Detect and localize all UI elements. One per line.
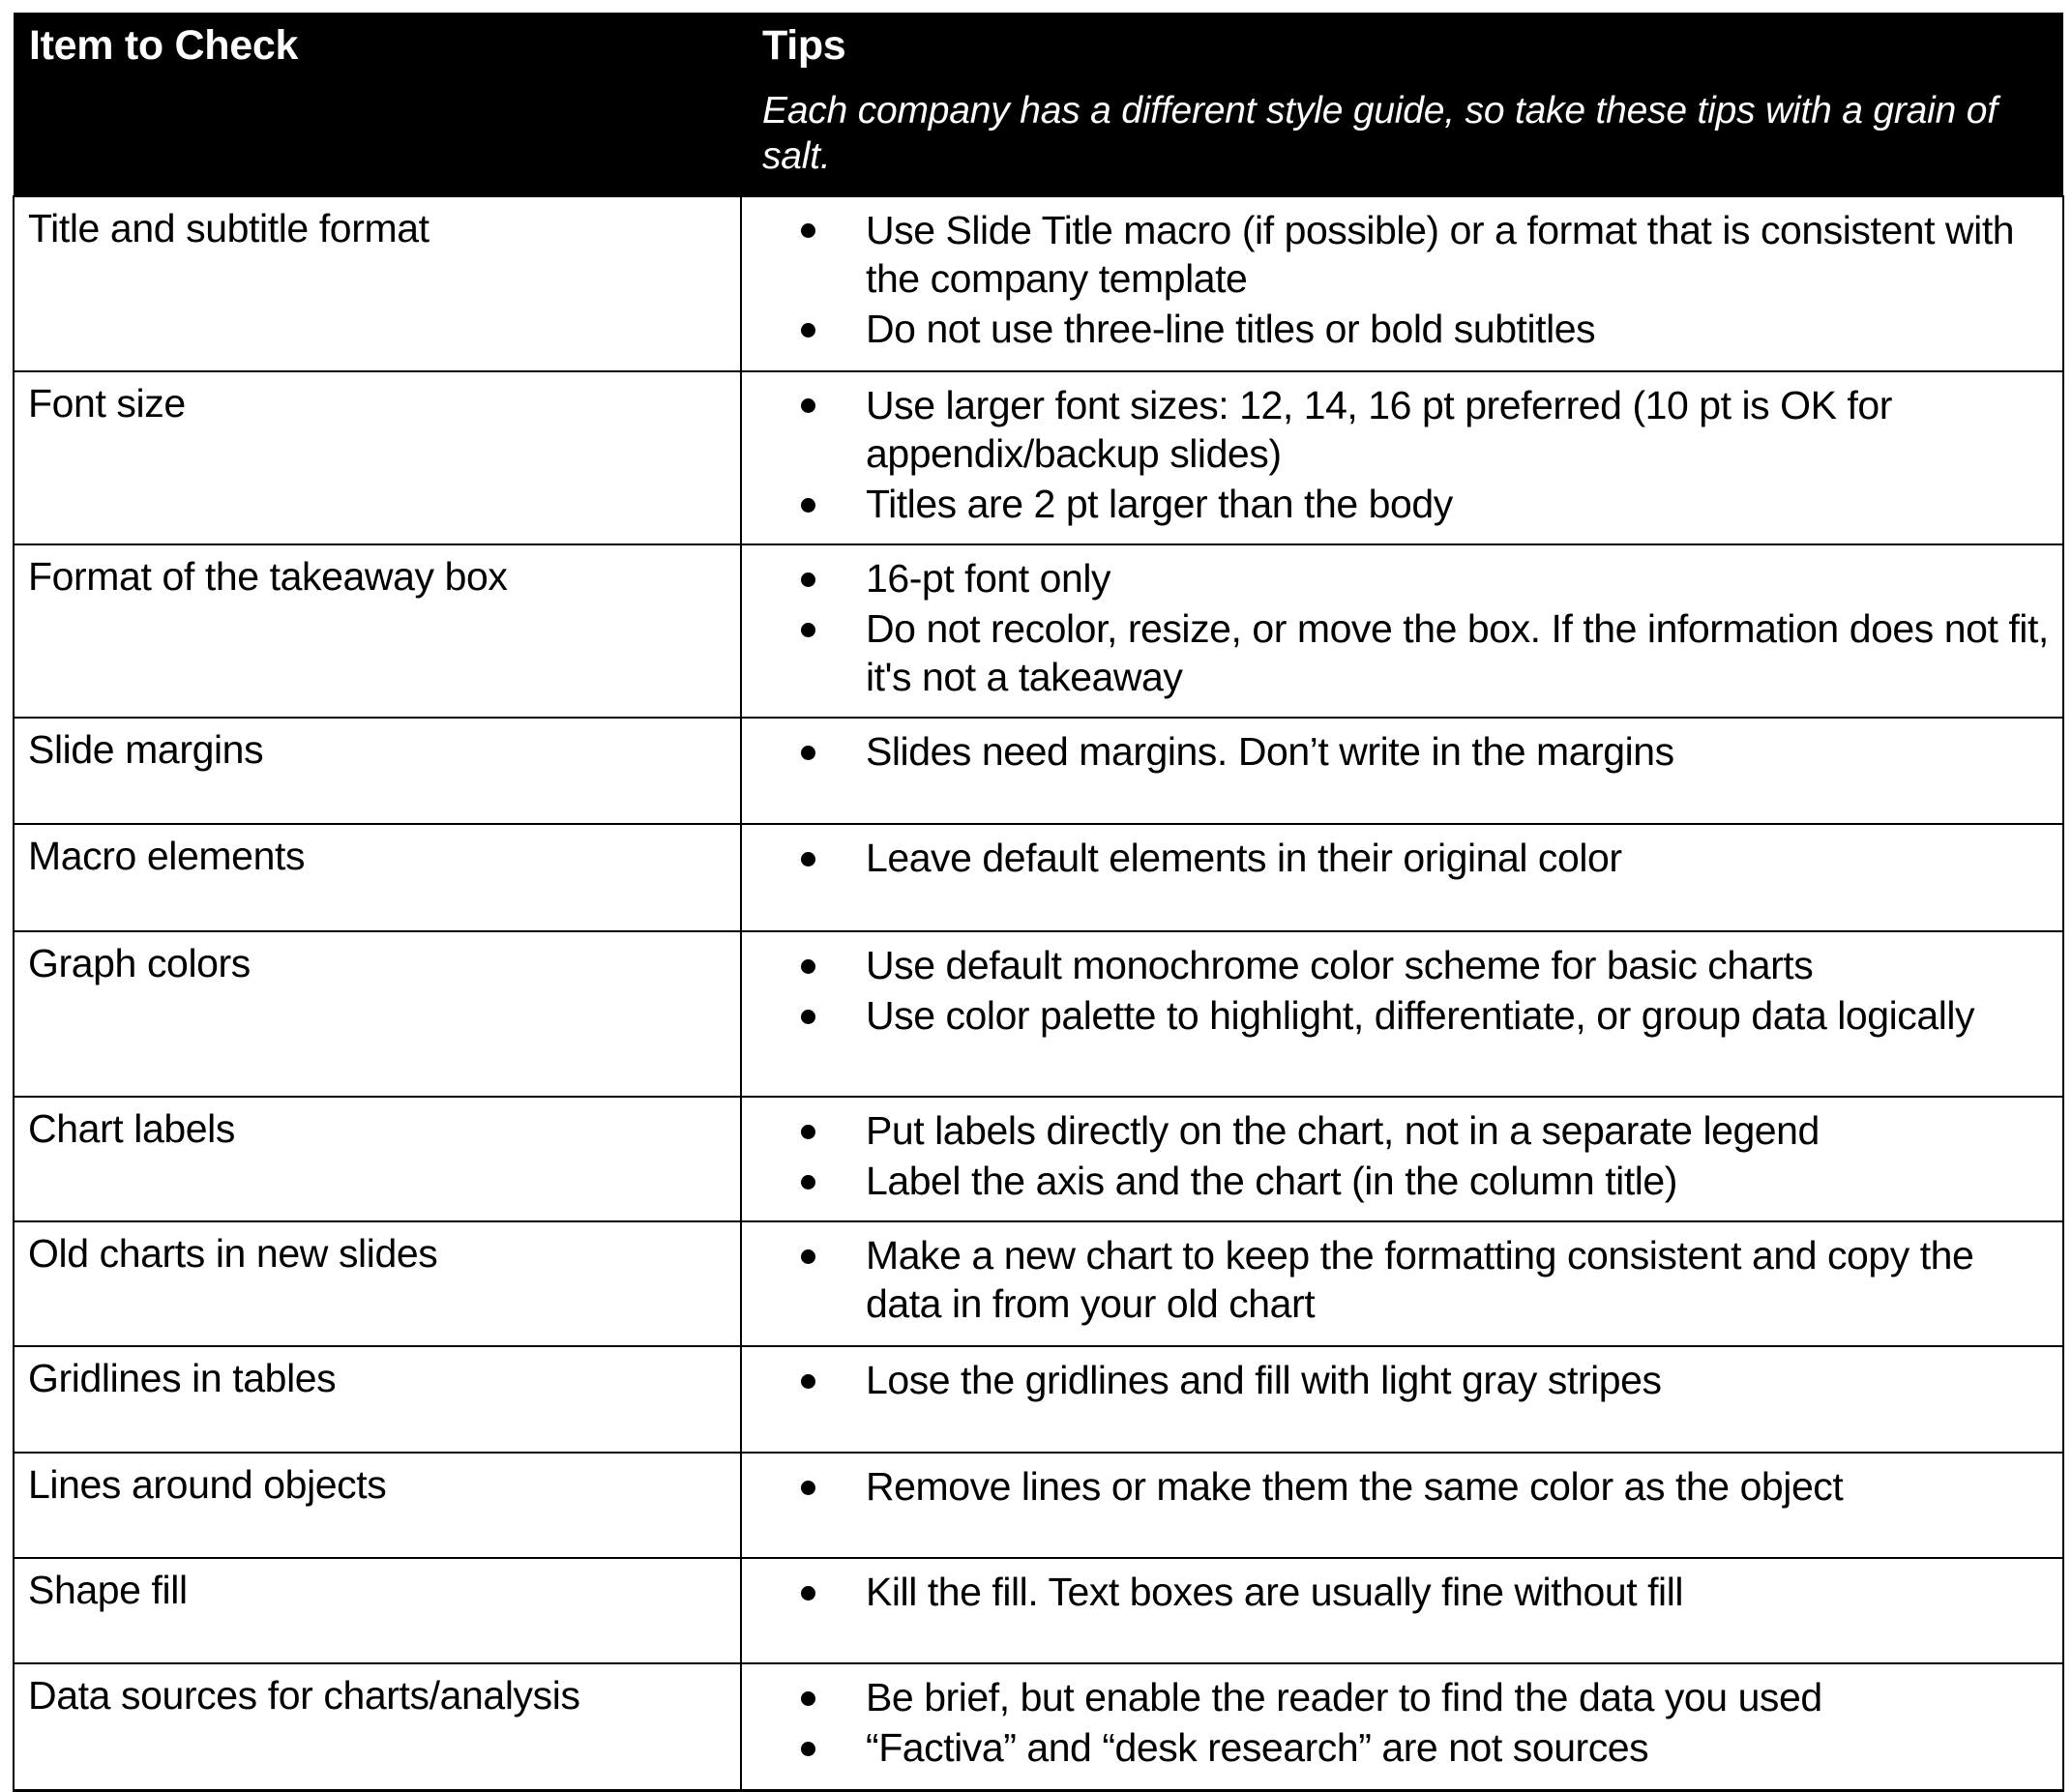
- tips-list: [742, 834, 2055, 882]
- table-row: [14, 1221, 2063, 1346]
- table-row: [14, 1097, 2063, 1221]
- tips-cell: [741, 1221, 2063, 1346]
- tip-text: Titles are 2 pt larger than the body: [866, 481, 1453, 526]
- tip-text: Use color palette to highlight, differentiate, or group data logically: [866, 992, 1975, 1038]
- column-header-tips-note: Each company has a different style guide, so take these tips with a grain of salt.: [762, 90, 1998, 177]
- table-row: [14, 824, 2063, 931]
- bullet-icon: [801, 1249, 815, 1264]
- item-cell: Old charts in new slides: [14, 1221, 741, 1346]
- item-cell: Format of the takeaway box: [14, 544, 741, 718]
- item-cell: Graph colors: [14, 931, 741, 1097]
- tips-cell: [741, 1558, 2063, 1663]
- tips-list: [742, 1568, 2055, 1616]
- tip-item: [742, 206, 2055, 303]
- tip-text: Lose the gridlines and fill with light gray stripes: [866, 1357, 1662, 1402]
- tips-list: [742, 727, 2055, 776]
- tip-text: “Factiva” and “desk research” are not sources: [866, 1724, 1649, 1770]
- table-row: [14, 931, 2063, 1097]
- tip-item: [742, 1568, 2055, 1616]
- bullet-icon: [801, 398, 815, 413]
- bullet-icon: [801, 746, 815, 760]
- tips-list: [742, 1462, 2055, 1511]
- bullet-icon: [801, 223, 815, 238]
- bullet-icon: [801, 1481, 815, 1495]
- item-cell: Title and subtitle format: [14, 196, 741, 371]
- item-cell: Macro elements: [14, 824, 741, 931]
- tips-cell: [741, 1453, 2063, 1558]
- bullet-icon: [801, 1742, 815, 1756]
- tip-text: Make a new chart to keep the formatting consistent and copy the data in from your old chart: [866, 1232, 1974, 1326]
- item-cell: Shape fill: [14, 1558, 741, 1663]
- table-row: [14, 718, 2063, 824]
- bullet-icon: [801, 1175, 815, 1190]
- column-header-tips: [741, 13, 2063, 196]
- tip-item: [742, 727, 2055, 776]
- tips-cell: [741, 1097, 2063, 1221]
- tips-cell: [741, 824, 2063, 931]
- tips-list: [742, 1356, 2055, 1404]
- tips-cell: [741, 544, 2063, 718]
- tips-list: [742, 206, 2055, 353]
- tips-cell: [741, 371, 2063, 544]
- bullet-icon: [801, 1586, 815, 1601]
- tip-item: [742, 554, 2055, 602]
- tips-list: [742, 1231, 2055, 1328]
- tip-item: [742, 941, 2055, 989]
- tip-text: 16-pt font only: [866, 555, 1111, 601]
- bullet-icon: [801, 852, 815, 867]
- bullet-icon: [801, 1374, 815, 1389]
- tip-text: Do not recolor, resize, or move the box. If the information does not fit, it's not a takeaway: [866, 605, 2049, 699]
- tip-item: [742, 1106, 2055, 1155]
- tip-text: Label the axis and the chart (in the column title): [866, 1158, 1677, 1203]
- tip-item: [742, 1462, 2055, 1511]
- item-cell: Slide margins: [14, 718, 741, 824]
- tip-text: Be brief, but enable the reader to find the data you used: [866, 1674, 1822, 1719]
- tip-text: Use Slide Title macro (if possible) or a format that is consistent with the company template: [866, 207, 2015, 301]
- tip-text: Do not use three-line titles or bold subtitles: [866, 306, 1596, 351]
- tip-item: [742, 1673, 2055, 1721]
- header-row: [14, 13, 2063, 196]
- tips-cell: [741, 1663, 2063, 1791]
- tip-text: Use larger font sizes: 12, 14, 16 pt preferred (10 pt is OK for appendix/backup slides): [866, 382, 1892, 476]
- table-row: [14, 196, 2063, 371]
- bullet-icon: [801, 1691, 815, 1706]
- table-row: [14, 1663, 2063, 1791]
- tips-cell: [741, 196, 2063, 371]
- tips-list: [742, 1673, 2055, 1772]
- tip-text: Use default monochrome color scheme for basic charts: [866, 942, 1814, 987]
- table-body: [14, 196, 2063, 1791]
- bullet-icon: [801, 959, 815, 974]
- item-cell: Gridlines in tables: [14, 1346, 741, 1453]
- tip-text: Leave default elements in their original color: [866, 835, 1622, 880]
- table-row: [14, 1346, 2063, 1453]
- tip-item: [742, 1356, 2055, 1404]
- bullet-icon: [801, 323, 815, 338]
- item-cell: Font size: [14, 371, 741, 544]
- tip-item: [742, 480, 2055, 528]
- tip-text: Remove lines or make them the same color as the object: [866, 1463, 1844, 1509]
- tips-list: [742, 381, 2055, 528]
- table-row: [14, 371, 2063, 544]
- item-cell: Lines around objects: [14, 1453, 741, 1558]
- column-header-item-to-check: Item to Check: [14, 13, 741, 196]
- tip-item: [742, 1157, 2055, 1205]
- tips-cell: [741, 931, 2063, 1097]
- tips-list: [742, 1106, 2055, 1205]
- table-row: [14, 544, 2063, 718]
- tip-item: [742, 381, 2055, 478]
- item-cell: Data sources for charts/analysis: [14, 1663, 741, 1791]
- tip-text: Slides need margins. Don’t write in the margins: [866, 728, 1674, 774]
- column-header-tips-title: Tips: [762, 22, 846, 69]
- tips-list: [742, 941, 2055, 1040]
- tips-list: [742, 554, 2055, 701]
- tip-text: Put labels directly on the chart, not in a separate legend: [866, 1107, 1820, 1153]
- bullet-icon: [801, 498, 815, 513]
- table-row: [14, 1558, 2063, 1663]
- tip-item: [742, 991, 2055, 1040]
- bullet-icon: [801, 1125, 815, 1139]
- bullet-icon: [801, 623, 815, 637]
- tip-item: [742, 604, 2055, 701]
- tips-cell: [741, 718, 2063, 824]
- slide-checklist-table: [13, 13, 2064, 1792]
- tip-item: [742, 305, 2055, 353]
- tip-item: [742, 1231, 2055, 1328]
- bullet-icon: [801, 573, 815, 587]
- tip-text: Kill the fill. Text boxes are usually fine without fill: [866, 1569, 1684, 1614]
- tip-item: [742, 834, 2055, 882]
- tips-cell: [741, 1346, 2063, 1453]
- tip-item: [742, 1723, 2055, 1772]
- table-row: [14, 1453, 2063, 1558]
- bullet-icon: [801, 1010, 815, 1024]
- item-cell: Chart labels: [14, 1097, 741, 1221]
- table-header: [14, 13, 2063, 196]
